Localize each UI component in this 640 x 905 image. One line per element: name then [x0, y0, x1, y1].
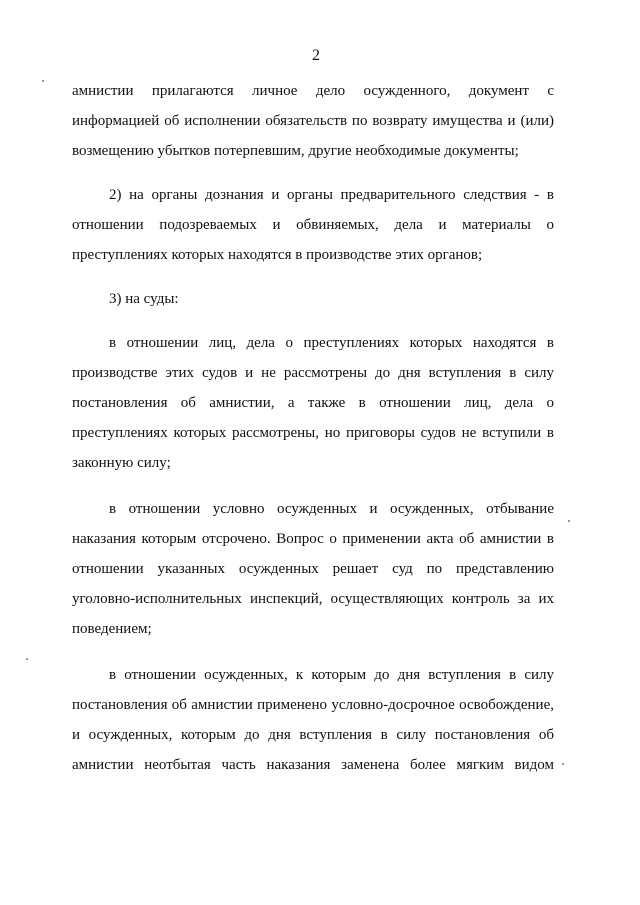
text-line: уголовно-исполнительных инспекций, осуществляющих контроль за их — [72, 591, 554, 607]
scan-speck — [26, 658, 28, 660]
text-line: в отношении осужденных, к которым до дня вступления в силу — [109, 667, 554, 683]
paragraph — [72, 180, 554, 270]
text-line: информацией об исполнении обязательств по возврату имущества и (или) — [72, 113, 554, 129]
text-line: в отношении лиц, дела о преступлениях которых находятся в — [109, 335, 554, 351]
text-line: наказания которым отсрочено. Вопрос о применении акта об амнистии в — [72, 531, 554, 547]
text-line: амнистии неотбытая часть наказания заменена более мягким видом — [72, 757, 554, 773]
paragraph — [72, 284, 554, 314]
paragraph — [72, 328, 554, 478]
paragraph — [72, 76, 554, 166]
text-line: 2) на органы дознания и органы предварительного следствия - в — [109, 187, 554, 203]
paragraph — [72, 494, 554, 644]
text-line: законную силу; — [72, 455, 171, 471]
scan-speck — [568, 520, 570, 522]
document-body — [72, 76, 554, 780]
text-line: амнистии прилагаются личное дело осужденного, документ с — [72, 83, 554, 99]
text-line: возмещению убытков потерпевшим, другие необходимые документы; — [72, 143, 519, 159]
text-line: постановления об амнистии, а также в отношении лиц, дела о — [72, 395, 554, 411]
text-line: преступлениях которых рассмотрены, но приговоры судов не вступили в — [72, 425, 554, 441]
scan-speck — [42, 80, 44, 82]
text-line: постановления об амнистии применено условно-досрочное освобождение, — [72, 697, 554, 713]
scan-speck — [562, 763, 564, 765]
text-line: в отношении условно осужденных и осужденных, отбывание — [109, 501, 554, 517]
text-line: преступлениях которых находятся в производстве этих органов; — [72, 247, 483, 263]
text-line: отношении подозреваемых и обвиняемых, дела и материалы о — [72, 217, 554, 233]
paragraph — [72, 660, 554, 780]
text-line: 3) на суды: — [109, 291, 179, 307]
text-line: производстве этих судов и не рассмотрены до дня вступления в силу — [72, 365, 554, 381]
page-number: 2 — [312, 47, 320, 64]
text-line: поведением; — [72, 621, 152, 637]
text-line: отношении указанных осужденных решает суд по представлению — [72, 561, 554, 577]
text-line: и осужденных, которым до дня вступления в силу постановления об — [72, 727, 554, 743]
